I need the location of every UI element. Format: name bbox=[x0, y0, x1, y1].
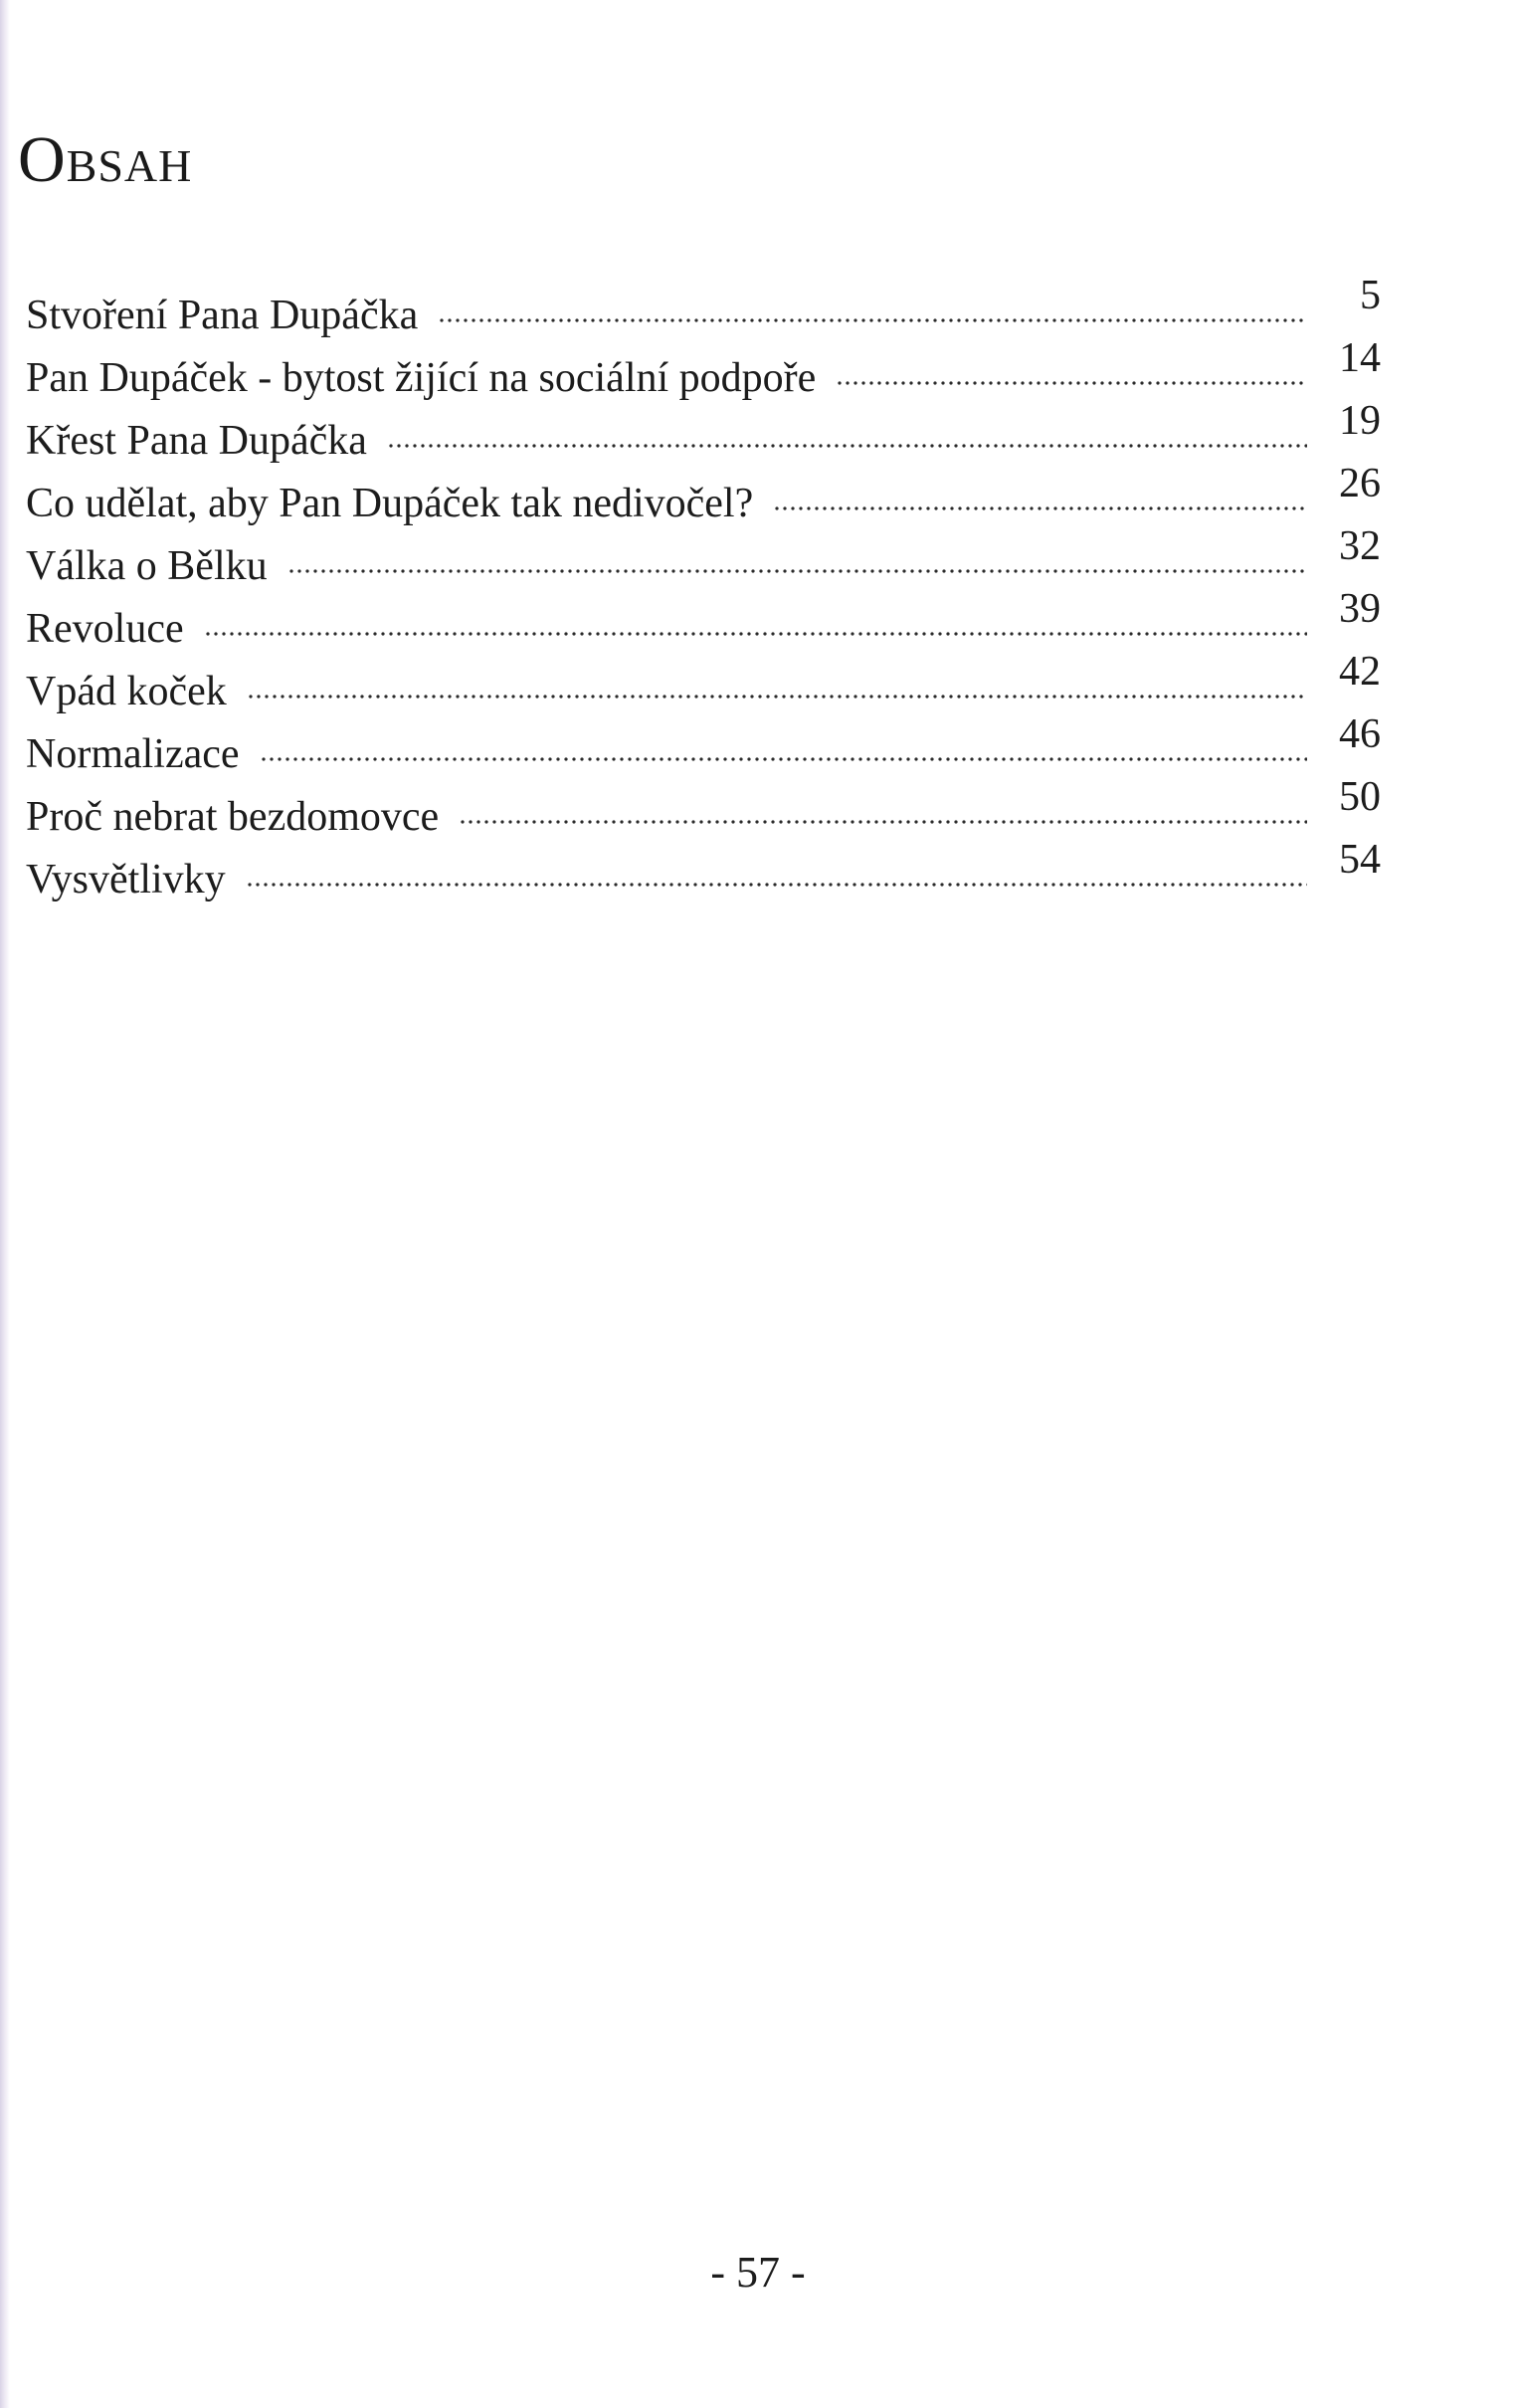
toc-entry-page: 14 bbox=[1339, 335, 1381, 381]
page-number: - 57 - bbox=[710, 2248, 806, 2297]
toc-entry-page: 46 bbox=[1339, 711, 1381, 757]
toc-dot-leader bbox=[773, 506, 1307, 510]
toc-entry bbox=[26, 774, 1381, 849]
toc-entry bbox=[26, 461, 1381, 535]
toc-dot-leader bbox=[260, 757, 1307, 761]
toc-entry-page: 42 bbox=[1339, 649, 1381, 695]
toc-dot-leader bbox=[836, 381, 1307, 385]
toc-entry bbox=[26, 335, 1381, 410]
toc-dot-leader bbox=[387, 444, 1307, 448]
toc-dot-leader bbox=[204, 632, 1307, 636]
toc-entry-page: 26 bbox=[1339, 461, 1381, 506]
page-binding-edge bbox=[0, 0, 10, 2408]
toc-entry-page: 19 bbox=[1339, 398, 1381, 444]
toc-entry-title: Stvoření Pana Dupáčka bbox=[26, 293, 419, 338]
toc-entry-page: 5 bbox=[1360, 273, 1381, 318]
toc-entry-page: 39 bbox=[1339, 586, 1381, 632]
toc-entry-title: Co udělat, aby Pan Dupáček tak nedivočel? bbox=[26, 481, 754, 526]
toc-entry-title: Vysvětlivky bbox=[26, 857, 226, 903]
toc-entry bbox=[26, 837, 1381, 911]
toc-entry bbox=[26, 523, 1381, 598]
page-title: Obsah bbox=[18, 123, 193, 196]
toc-entry bbox=[26, 398, 1381, 473]
toc-entry-page: 54 bbox=[1339, 837, 1381, 883]
toc-entry-page: 50 bbox=[1339, 774, 1381, 820]
toc-entry bbox=[26, 711, 1381, 786]
toc-dot-leader bbox=[438, 318, 1307, 322]
toc-dot-leader bbox=[246, 883, 1307, 887]
toc-entry bbox=[26, 273, 1381, 347]
toc-entry bbox=[26, 649, 1381, 723]
toc-entry-title: Pan Dupáček - bytost žijící na sociální podpoře bbox=[26, 355, 817, 401]
toc-entry-title: Normalizace bbox=[26, 731, 240, 777]
toc-entry-page: 32 bbox=[1339, 523, 1381, 569]
toc-entry-title: Proč nebrat bezdomovce bbox=[26, 794, 440, 840]
toc-entry-title: Válka o Bělku bbox=[26, 543, 268, 589]
table-of-contents bbox=[26, 273, 1381, 911]
toc-dot-leader bbox=[287, 569, 1307, 573]
toc-entry-title: Revoluce bbox=[26, 606, 184, 652]
toc-entry bbox=[26, 586, 1381, 661]
toc-dot-leader bbox=[247, 695, 1307, 699]
toc-entry-title: Vpád koček bbox=[26, 669, 227, 714]
toc-entry-title: Křest Pana Dupáčka bbox=[26, 418, 367, 464]
toc-dot-leader bbox=[459, 820, 1307, 824]
